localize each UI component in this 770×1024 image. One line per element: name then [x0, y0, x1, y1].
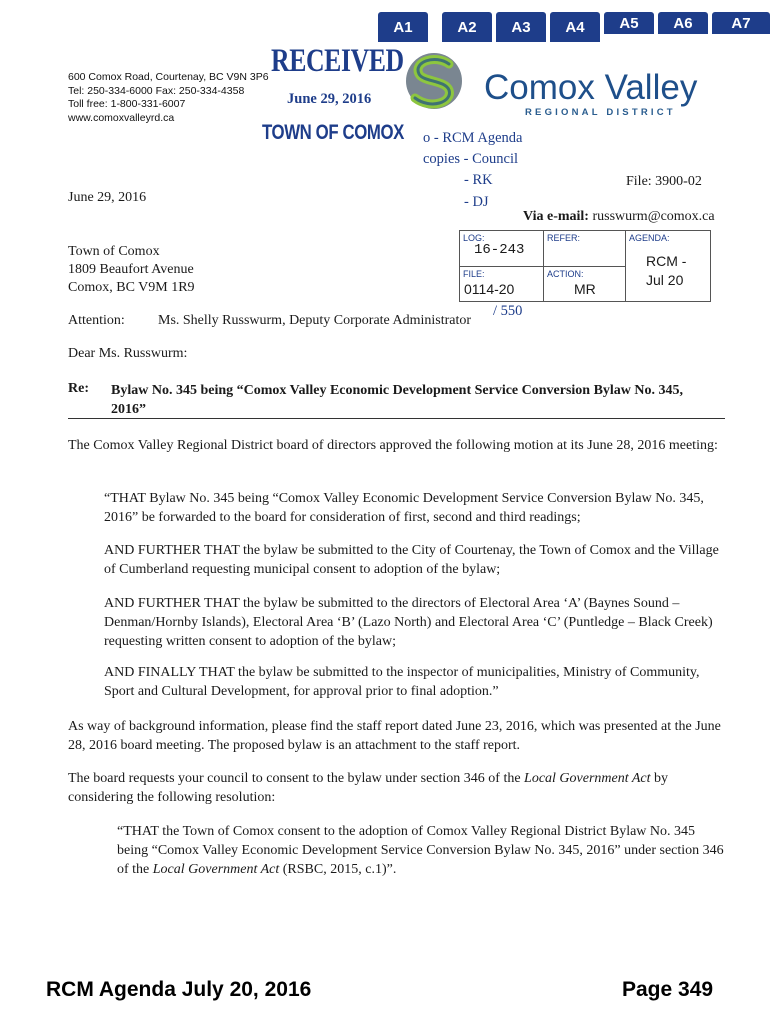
- routing-log-cell: [460, 231, 544, 267]
- sender-tollfree: Toll free: 1-800-331-6007: [68, 98, 186, 110]
- resolution-pre: “THAT the Town of Comox consent to the adoption of Comox Valley Regional District Bylaw No. 345 being “Comox Valley Economic Development Service Conversion Bylaw No. 345, 2016” under section 346 of the: [117, 824, 724, 877]
- received-stamp-town: TOWN OF COMOX: [262, 121, 404, 144]
- handwritten-note-550: / 550: [493, 303, 523, 319]
- brand-name: Comox Valley: [484, 68, 698, 107]
- routing-agenda-label: AGENDA:: [629, 233, 670, 243]
- attention-label: Attention:: [68, 313, 125, 328]
- recipient-name: Town of Comox: [68, 244, 160, 259]
- comox-valley-logo-icon: [405, 52, 463, 110]
- body-request-pre: The board requests your council to consent to the bylaw under section 346 of the: [68, 771, 525, 786]
- handwritten-note-rcm: o - RCM Agenda: [423, 130, 523, 146]
- tab-a7[interactable]: A7: [712, 12, 770, 34]
- via-email: [523, 209, 715, 225]
- via-email-label: Via e-mail:: [523, 209, 589, 224]
- tab-a1[interactable]: A1: [378, 12, 428, 42]
- routing-log-value: 16-243: [474, 242, 525, 258]
- handwritten-note-copies: copies - Council: [423, 151, 519, 167]
- routing-file-label: FILE:: [463, 269, 485, 279]
- letter-date: June 29, 2016: [68, 190, 147, 205]
- section-tabs: [378, 12, 770, 42]
- recipient-street: 1809 Beaufort Avenue: [68, 262, 194, 277]
- routing-refer-label: REFER:: [547, 233, 581, 243]
- routing-file-value: 0114-20: [464, 281, 515, 297]
- motion-3: AND FURTHER THAT the bylaw be submitted to the directors of Electoral Area ‘A’ (Baynes Sound – Denman/Hornby Islands), Electoral Area ‘B’ (Lazo North) and Electoral Area ‘C’ (Puntledge – Black Creek) requesting written consent to adoption of the bylaw;: [104, 596, 713, 649]
- routing-refer-cell: [544, 231, 626, 267]
- tab-a2[interactable]: A2: [442, 12, 492, 42]
- sender-address-block: [68, 71, 269, 125]
- routing-action-value: MR: [574, 281, 596, 297]
- footer-agenda-title: RCM Agenda July 20, 2016: [46, 978, 312, 1001]
- body-request-post: by considering the following resolution:: [68, 771, 669, 805]
- sender-address: 600 Comox Road, Courtenay, BC V9N 3P6: [68, 71, 269, 83]
- routing-agenda-value-1: RCM -: [646, 253, 687, 269]
- body-request-act: Local Government Act: [524, 771, 651, 786]
- routing-action-label: ACTION:: [547, 269, 584, 279]
- attention-value: Ms. Shelly Russwurm, Deputy Corporate Administrator: [158, 313, 472, 328]
- routing-stamp-box: [459, 230, 711, 302]
- motion-1: “THAT Bylaw No. 345 being “Comox Valley Economic Development Service Conversion Bylaw No. 345, 2016” be forwarded to the board for consideration of first, second and third readings;: [104, 491, 704, 525]
- body-background: As way of background information, please find the staff report dated June 23, 2016, which was presented at the June 28, 2016 board meeting. The proposed bylaw is an attachment to the staff report.: [68, 719, 721, 753]
- motion-2: AND FURTHER THAT the bylaw be submitted to the City of Courtenay, the Town of Comox and the Village of Cumberland requesting municipal consent to adoption of the bylaw;: [104, 543, 719, 577]
- received-stamp-date: June 29, 2016: [287, 91, 372, 107]
- resolution-post: (RSBC, 2015, c.1)”.: [279, 862, 397, 877]
- routing-action-cell: [544, 267, 626, 301]
- received-stamp: RECEIVED: [271, 43, 404, 79]
- tab-a5[interactable]: A5: [604, 12, 654, 34]
- resolution: [117, 822, 724, 879]
- tab-a4[interactable]: A4: [550, 12, 600, 42]
- body-intro: The Comox Valley Regional District board of directors approved the following motion at its June 28, 2016 meeting:: [68, 438, 718, 453]
- routing-agenda-value-2: Jul 20: [646, 272, 684, 288]
- tab-a6[interactable]: A6: [658, 12, 708, 34]
- file-reference: File: 3900-02: [626, 174, 702, 189]
- resolution-act: Local Government Act: [152, 862, 280, 877]
- brand-subtitle: REGIONAL DISTRICT: [525, 107, 676, 118]
- routing-agenda-cell: [626, 231, 710, 301]
- handwritten-note-rk: - RK: [464, 172, 493, 188]
- subject-divider: [68, 418, 725, 419]
- subject-label: Re:: [68, 381, 89, 396]
- sender-website: www.comoxvalleyrd.ca: [68, 111, 175, 124]
- sender-phone: Tel: 250-334-6000 Fax: 250-334-4358: [68, 84, 245, 97]
- recipient-city: Comox, BC V9M 1R9: [68, 280, 195, 295]
- recipient-address: [68, 243, 195, 297]
- routing-log-label: LOG:: [463, 233, 485, 243]
- via-email-address: russwurm@comox.ca: [592, 209, 715, 224]
- body-request: [68, 769, 724, 807]
- tab-a3[interactable]: A3: [496, 12, 546, 42]
- handwritten-note-dj: - DJ: [464, 194, 489, 210]
- subject-value: Bylaw No. 345 being “Comox Valley Economic Development Service Conversion Bylaw No. 345, 2016”: [111, 383, 684, 417]
- footer-page-number: Page 349: [622, 978, 714, 1001]
- routing-file-cell: [460, 267, 544, 301]
- motion-4: AND FINALLY THAT the bylaw be submitted to the inspector of municipalities, Ministry of Community, Sport and Cultural Development, for approval prior to final adoption.”: [104, 665, 700, 699]
- salutation: Dear Ms. Russwurm:: [68, 346, 188, 361]
